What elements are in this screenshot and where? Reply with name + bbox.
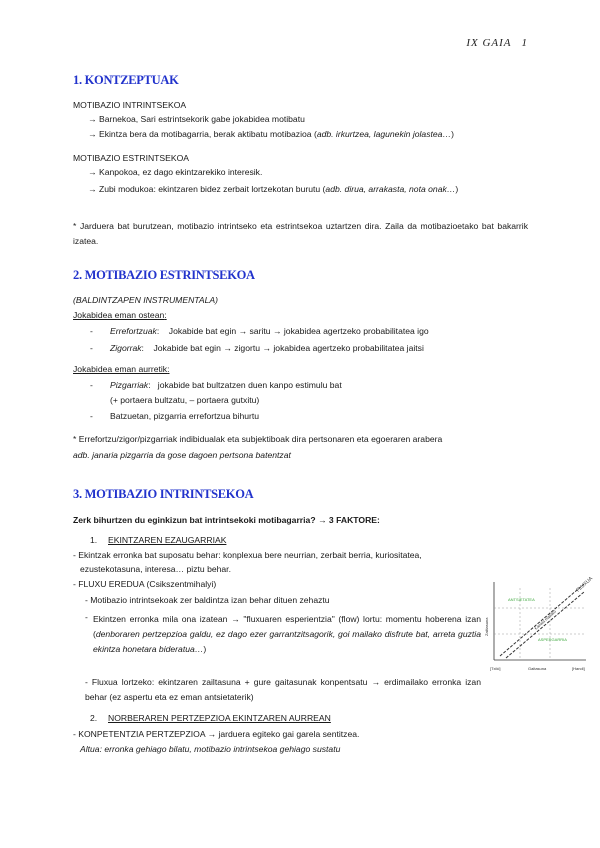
reinforcement-text: Errefortzuak: Jokabide bat egin → saritu → jokabidea agertzeko probabilitatea igo [110,326,429,336]
incentive-item-2: - [90,411,93,421]
section-3-question: Zerk bihurtzen du eginkizun bat intrintsekoki motibagarria? → 3 FAKTORE: [73,515,380,525]
factor-2-text: - KONPETENTZIA PERTZEPZIOA → jarduera egiteko gai garela sentitzea. [73,729,360,739]
factor-2-note: Altua: erronka gehiago bilatu, motibazio intrintsekoa gehiago sustatu [80,744,341,754]
factor-2-title: NORBERAREN PERTZEPZIOA EKINTZAREN AURREAN [108,713,331,723]
diagram-channel-label: Kanala mailako [533,608,558,631]
factor-1-title: EKINTZAREN EZAUGARRIAK [108,535,227,545]
punishment-item: - [90,343,93,353]
extrinsic-label: MOTIBAZIO ESTRINTSEKOA [73,153,190,163]
flow-point-2: Ekintzen erronka mila ona izatean → "fluxuaren esperientzia" (flow) lortu: momentu hoberena izan (denboraren pertzepzioa galdu, ez dago ezer garrantzitsagorik, goi mailako disfrute bat, arreta guztia ekintza honetara bideratua…) [93,614,481,654]
header-title: IX GAIA [466,37,512,49]
before-behavior-label: Jokabidea eman aurretik: [73,364,170,374]
diagram-x-left: [Txiki] [490,666,501,671]
flow-model-label: - FLUXU EREDUA (Csikszentmihalyi) [73,579,217,589]
factor-1-text-a: - Ekintzak erronka bat suposatu behar: konplexua bere neurrian, zerbait berria, kuriositatea, [73,550,422,560]
flow-diagram [480,575,595,678]
section-2-example: adb. janaria pizgarria da gose dagoen pertsona batentzat [73,450,291,460]
after-behavior-label: Jokabidea eman ostean: [73,310,167,320]
intrinsic-point-1: → Barnekoa, Sari estrintsekorik gabe jokabidea motibatu [88,114,305,124]
factor-2-number: 2. [90,713,98,723]
flow-point-2-dash: - [85,612,88,622]
diagram-x-mid: Gaitasuna [528,666,547,671]
diagram-flow-label: FLUXUA [575,575,595,594]
extrinsic-point-1: → Kanpokoa, ez dago ekintzarekiko interesik. [88,167,263,177]
incentive-item: - [90,380,93,390]
intrinsic-point-2: → Ekintza bera da motibagarria, berak aktibatu motibazioa (adb. irkurtzea, lagunekin jolastea…) [88,129,454,139]
flow-point-3: - Fluxua lortzeko: ekintzaren zailtasuna + gure gaitasunak konpentsatu → erdimailako erronka izan behar (ez aspertu eta ez eman antsietaterik) [85,677,481,702]
diagram-boredom-label: ASPERGARRIA [538,637,567,642]
flow-point-1: - Motibazio intrintsekoak zer baldintza izan behar dituen zehaztu [85,595,330,605]
incentive-subtext: (+ portaera bultzatu, – portaera gutxitu) [110,395,260,405]
section-2-subtitle: (BALDINTZAPEN INSTRUMENTALA) [73,295,218,305]
punishment-text: Zigorrak: Jokabide bat egin → zigortu → jokabidea agertzeko probabilitatea jaitsi [110,343,424,353]
diagram-x-right: [Handi] [572,666,585,671]
factor-1-text-b: ezustekotasuna, interesa… piztu behar. [80,564,231,574]
section-1-note: * Jarduera bat burutzean, motibazio intrintseko eta estrintsekoa uztartzen dira. Zaila da motibazioetako bat bakarrik izatea. [73,221,528,246]
section-3-heading: 3. MOTIBAZIO INTRINTSEKOA [73,487,254,501]
extrinsic-point-2: → Zubi modukoa: ekintzaren bidez zerbait lortzekotan burutu (adb. dirua, arrakasta, nota onak…) [88,184,459,194]
intrinsic-label: MOTIBAZIO INTRINTSEKOA [73,100,187,110]
reinforcement-item: - [90,326,93,336]
header-page-number: 1 [521,37,528,49]
section-2-note: * Errefortzu/zigor/pizgarriak indibidualak eta subjektiboak dira pertsonaren eta egoeraren arabera [73,434,443,444]
section-2-heading: 2. MOTIBAZIO ESTRINTSEKOA [73,268,255,282]
diagram-anxiety-label: ANTSIETATEA [508,597,535,602]
section-1-heading: 1. KONTZEPTUAK [73,73,179,87]
incentive-text-2: Batzuetan, pizgarria errefortzua bihurtu [110,411,260,421]
page-header [456,37,528,49]
diagram-y-label: Zailtasuna [484,617,489,636]
incentive-text: Pizgarriak: jokabide bat bultzatzen duen kanpo estimulu bat [110,380,342,390]
factor-1-number: 1. [90,535,98,545]
